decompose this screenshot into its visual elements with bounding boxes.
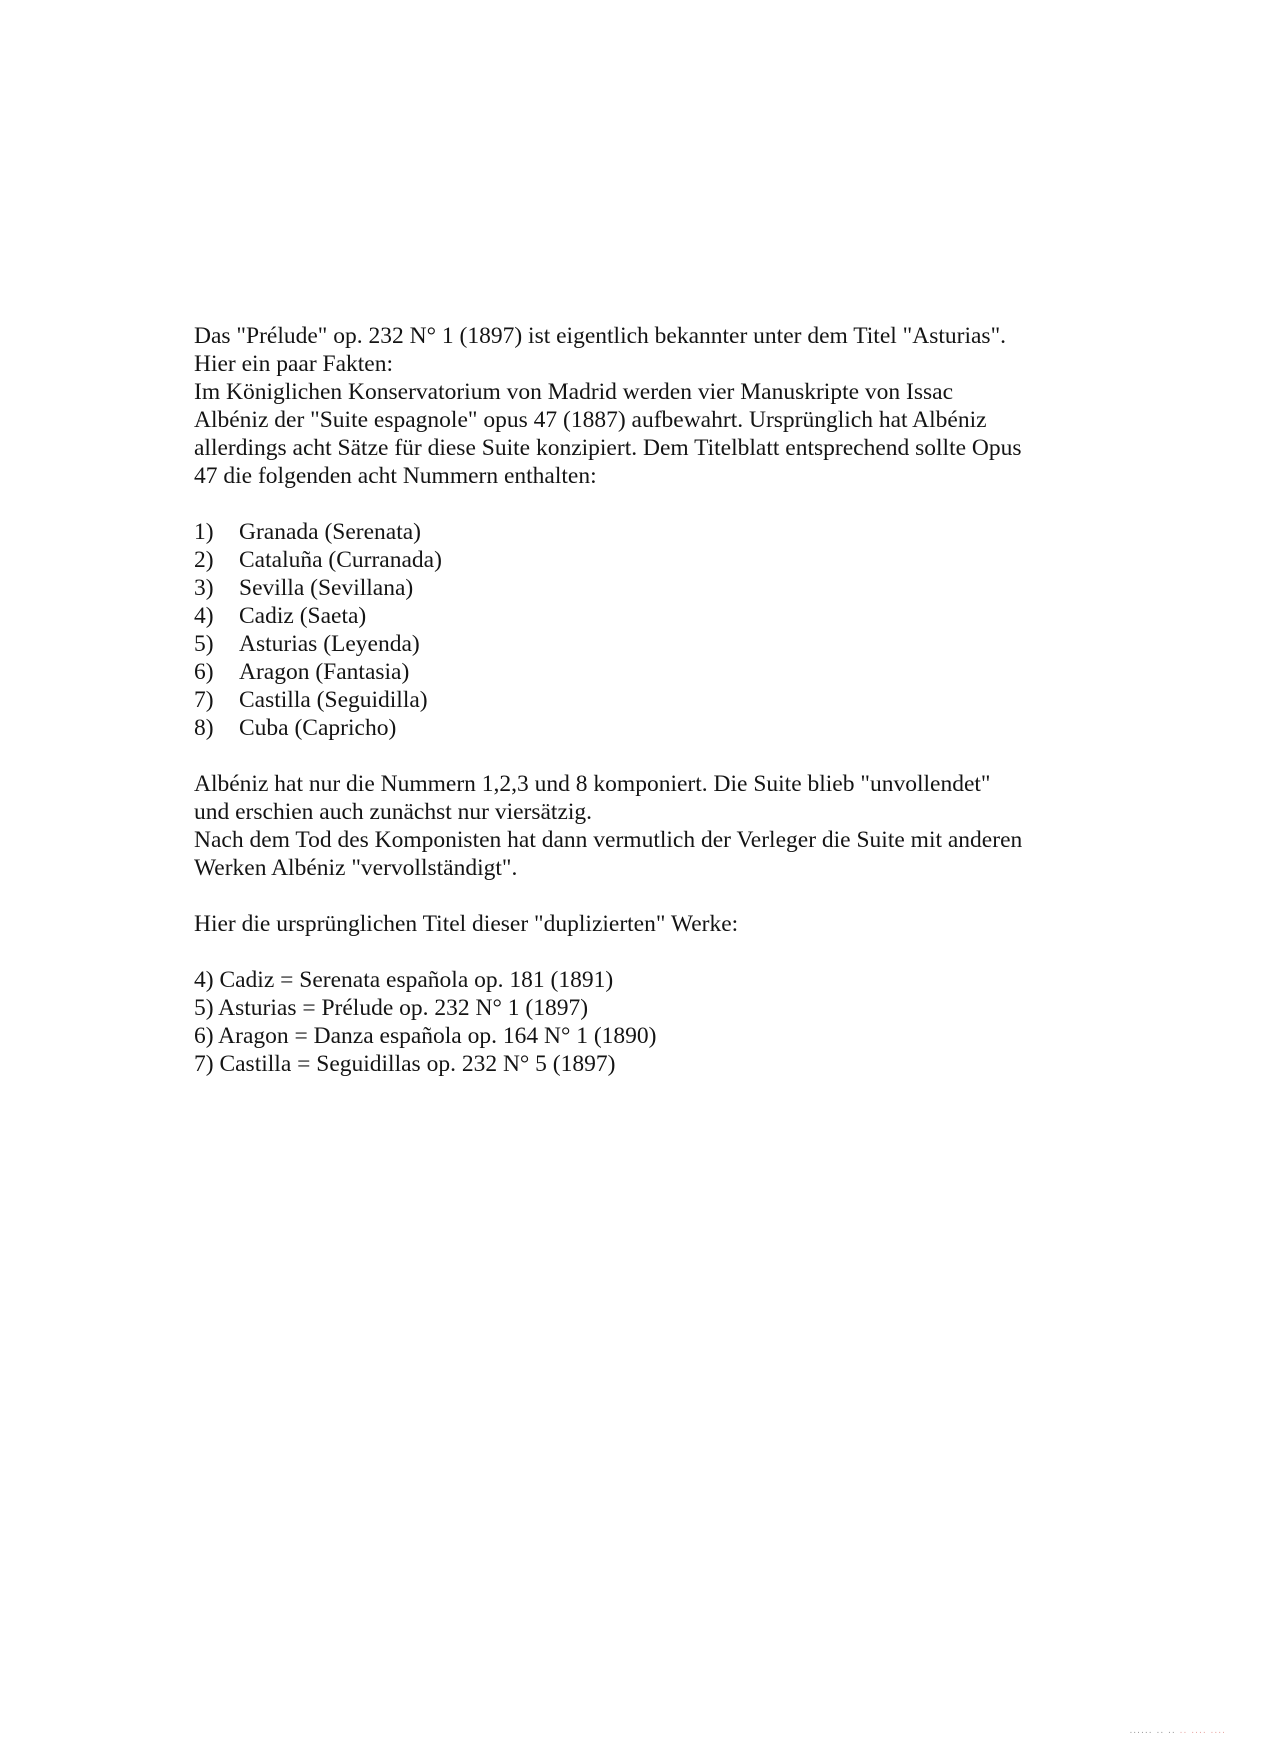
text-line: Nach dem Tod des Komponisten hat dann vermutlich der Verleger die Suite mit anderen [194, 827, 1023, 853]
paragraph-gap [194, 882, 1094, 910]
watermark [1129, 1726, 1226, 1736]
list-text: Asturias (Leyenda) [239, 631, 420, 657]
text-line: Albéniz der "Suite espagnole" opus 47 (1887) aufbewahrt. Ursprünglich hat Albéniz [194, 407, 987, 433]
list-item [194, 714, 1094, 742]
list-item [194, 686, 1094, 714]
intro-paragraph [194, 322, 1094, 490]
list-item: 7) Castilla = Seguidillas op. 232 N° 5 (1897) [194, 1051, 616, 1077]
text-line: Im Königlichen Konservatorium von Madrid werden vier Manuskripte von Issac [194, 379, 953, 405]
list-number: 5) [194, 631, 214, 657]
original-titles-list [194, 966, 1094, 1078]
movement-list [194, 518, 1094, 742]
list-item [194, 518, 1094, 546]
list-text: Granada (Serenata) [239, 519, 422, 545]
list-item [194, 546, 1094, 574]
list-number: 6) [194, 659, 214, 685]
list-item: 4) Cadiz = Serenata española op. 181 (1891) [194, 967, 614, 993]
text-line: 47 die folgenden acht Nummern enthalten: [194, 463, 597, 489]
list-number: 4) [194, 603, 214, 629]
text-line: und erschien auch zunächst nur viersätzig. [194, 799, 593, 825]
text-line: Werken Albéniz "vervollständigt". [194, 855, 518, 881]
paragraph-gap [194, 490, 1094, 518]
list-text: Castilla (Seguidilla) [239, 687, 428, 713]
list-number: 3) [194, 575, 214, 601]
list-number: 8) [194, 715, 214, 741]
titles-intro: Hier die ursprünglichen Titel dieser "duplizierten" Werke: [194, 911, 739, 937]
list-number: 2) [194, 547, 214, 573]
text-line: Das "Prélude" op. 232 N° 1 (1897) ist eigentlich bekannter unter dem Titel "Asturias". [194, 323, 1007, 349]
list-item: 6) Aragon = Danza española op. 164 N° 1 (1890) [194, 1023, 657, 1049]
list-text: Cuba (Capricho) [239, 715, 397, 741]
paragraph-gap [194, 938, 1094, 966]
list-item [194, 574, 1094, 602]
text-line: allerdings acht Sätze für diese Suite konzipiert. Dem Titelblatt entsprechend sollte Opus [194, 435, 1022, 461]
list-number: 1) [194, 519, 214, 545]
text-line: Hier ein paar Fakten: [194, 351, 394, 377]
body-paragraph [194, 770, 1094, 882]
text-line: Albéniz hat nur die Nummern 1,2,3 und 8 komponiert. Die Suite blieb "unvollendet" [194, 771, 991, 797]
list-item: 5) Asturias = Prélude op. 232 N° 1 (1897) [194, 995, 589, 1021]
list-item [194, 630, 1094, 658]
list-item [194, 658, 1094, 686]
document-body [194, 322, 1094, 1078]
paragraph-gap [194, 742, 1094, 770]
watermark-left: ...... .. .. [1129, 1726, 1176, 1736]
list-text: Sevilla (Sevillana) [239, 575, 414, 601]
list-item [194, 602, 1094, 630]
list-text: Aragon (Fantasia) [239, 659, 410, 685]
watermark-right: .. .... .... [1179, 1726, 1226, 1736]
list-number: 7) [194, 687, 214, 713]
list-text: Cadiz (Saeta) [239, 603, 367, 629]
list-text: Cataluña (Curranada) [239, 547, 442, 573]
